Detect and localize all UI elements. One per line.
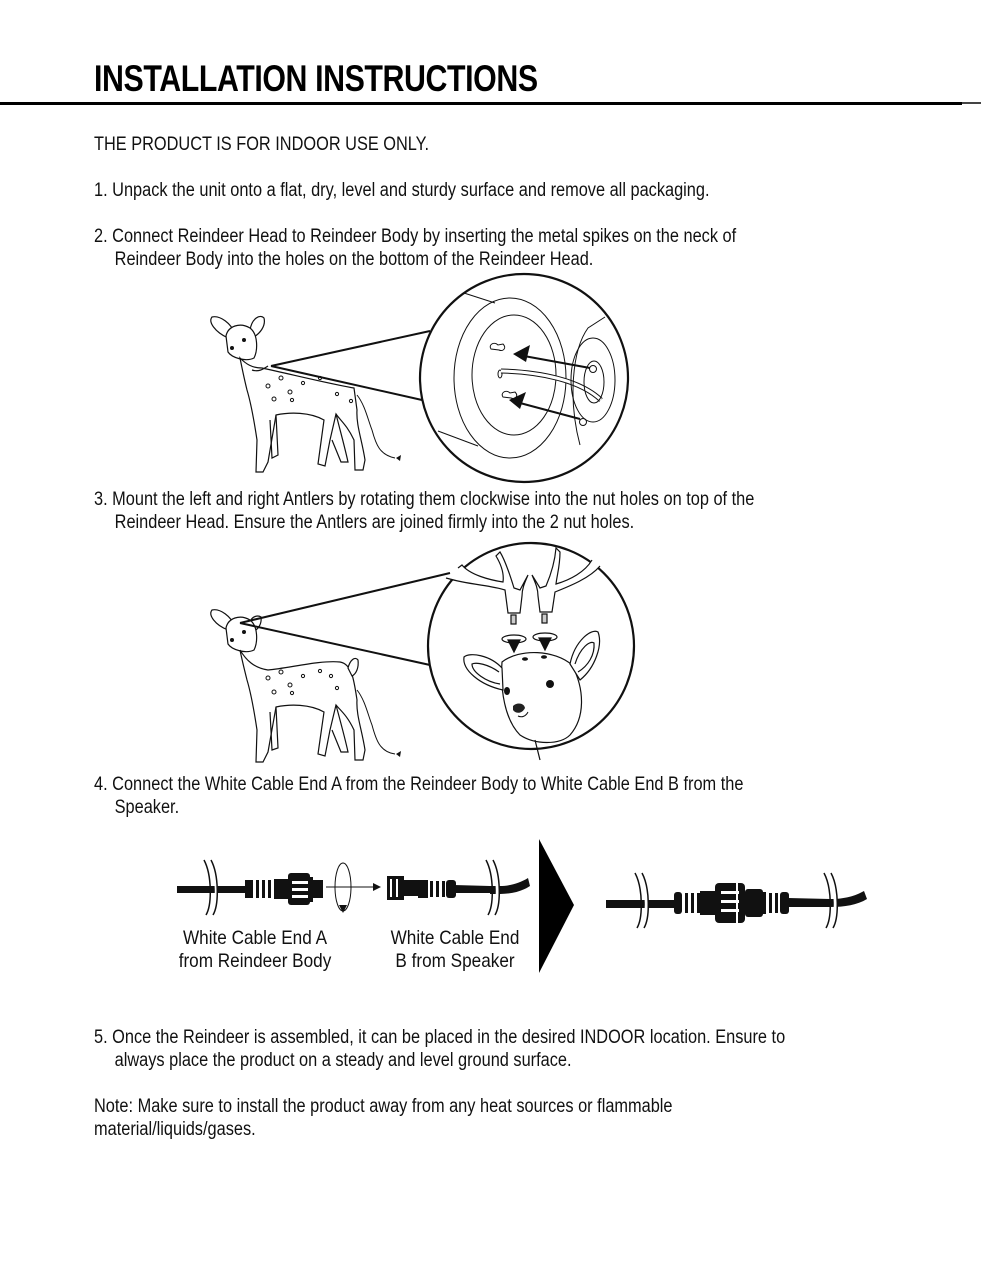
cable-end-a-label-line-1: White Cable End A (182, 927, 328, 949)
cable-end-a (177, 860, 323, 915)
connected-cable (606, 873, 867, 928)
indoor-notice: THE PRODUCT IS FOR INDOOR USE ONLY. (94, 134, 430, 155)
note-text-line-2: material/liquids/gases. (94, 1119, 256, 1140)
cable-end-b (387, 860, 530, 915)
step-1-text: 1. Unpack the unit onto a flat, dry, level and sturdy surface and remove all packaging. (94, 180, 710, 201)
step-5-text-line-2: always place the product on a steady and level ground surface. (114, 1050, 572, 1071)
step-2-text-line-1: 2. Connect Reindeer Head to Reindeer Body by inserting the metal spikes on the neck of (94, 226, 737, 247)
connect-arrow-icon (373, 883, 381, 891)
cable-end-b-label-line-1: White Cable End (390, 927, 520, 949)
cable-end-a-label (167, 927, 343, 973)
note-text-line-1: Note: Make sure to install the product away from any heat sources or flammable (94, 1096, 673, 1117)
step-2-text-line-2: Reindeer Body into the holes on the bottom of the Reindeer Head. (114, 249, 594, 270)
cable-end-a-label-line-2: from Reindeer Body (178, 950, 332, 972)
cable-end-b-label (367, 927, 543, 973)
rotate-icon (326, 863, 378, 911)
result-arrow-icon (539, 839, 574, 973)
step-4-text-line-2: Speaker. (114, 797, 180, 818)
page-title: INSTALLATION INSTRUCTIONS (94, 58, 538, 99)
step-3-text-line-1: 3. Mount the left and right Antlers by rotating them clockwise into the nut holes on top of the (94, 489, 755, 510)
step-3-text-line-2: Reindeer Head. Ensure the Antlers are joined firmly into the 2 nut holes. (114, 512, 635, 533)
step-5-text-line-1: 5. Once the Reindeer is assembled, it can be placed in the desired INDOOR location. Ensure to (94, 1027, 786, 1048)
step-4-text-line-1: 4. Connect the White Cable End A from the Reindeer Body to White Cable End B from the (94, 774, 744, 795)
cable-end-b-label-line-2: B from Speaker (395, 950, 515, 972)
